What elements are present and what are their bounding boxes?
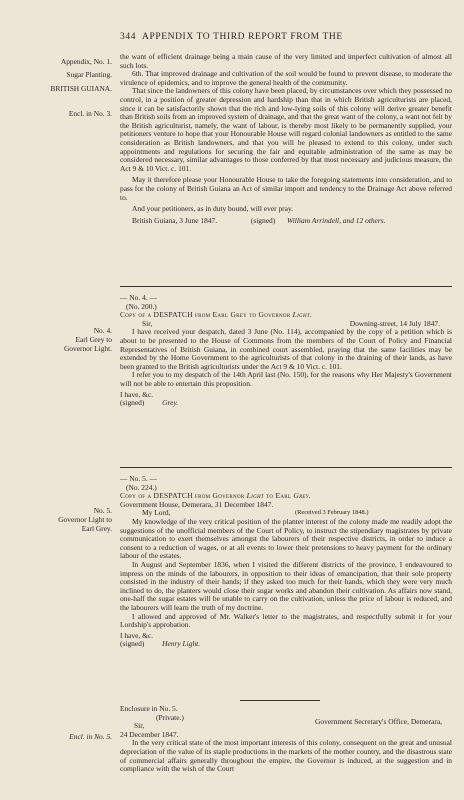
despatch-heading: — No. 5. — xyxy=(120,474,157,483)
section-divider xyxy=(120,467,452,468)
despatch-paragraph: My knowledge of the very critical position of the planter interest of the colony made me readily adopt the suggestions of the unofficial members of the Court of Policy, to instruct the stipendiary magistrates by private communication to exert themselves amongst the labourers of their respective districts, in order to induce a consent to a reduction of wages, or at all events to lower their pretensions to heavy payment for the ordinary labour of the estates. xyxy=(120,516,452,561)
margin-note-encl5: Encl. in No. 5. xyxy=(69,732,112,741)
enclosure-salutation: Sir, xyxy=(134,721,145,731)
despatch-place-date: Downing-street, 14 July 1847. xyxy=(349,318,440,328)
despatch-title-text: Copy of a DESPATCH from Earl Grey to Governor xyxy=(120,310,291,320)
margin-note-no4 xyxy=(8,326,112,353)
despatch-title-text: Copy of a DESPATCH from Governor xyxy=(120,491,245,501)
despatch-title-name: Light xyxy=(246,491,264,501)
despatch-paragraph: I have received your despatch, dated 3 June (No. 114), accompanied by the copy of a petition which is about to be presented to the House of Commons from the members of the Court of Policy and Financial Representatives of British Guiana, in combined court assembled, praying that the same facilities may be extended by the Home Government to the agriculturists of that colony in the draining of their lands, as have been granted to the British agriculturists under the Act 9 & 10 Vict. c. 101. xyxy=(120,327,452,371)
enclosure-private: (Private.) xyxy=(156,712,184,722)
petition-paragraph: 6th. That improved drainage and cultivation of the soil would be found to prevent disease, to moderate the virulence of epidemics, and to improve the general health of the community. xyxy=(120,69,452,87)
despatch-title-text: to Earl xyxy=(266,491,292,501)
despatch-title-name: Grey. xyxy=(293,491,312,501)
despatch-salutation-line xyxy=(120,320,452,329)
margin-note-line: Earl Grey. xyxy=(81,524,112,533)
section-divider xyxy=(120,286,452,287)
petition-paragraph: That since the landowners of this colony have been placed, by circumstances over which they possessed no control, in a position of greater depression and hardship than that in which British agriculturists are placed, since it can be satisfactorily shown that the rich and low-lying soils of this colony will derive greater benefit than British soils from an improved system of drainage, and that the great want of the colony, a want not felt by the British agriculturist, namely, the want of labour, is thereby most likely to be permanently supplied, your petitioners venture to hope that your Honourable House will regard colonial landowners as entitled to the same consideration as British landowners, and that you will be pleased to extend to this colony, under such appointments and regulations for securing the fair and equitable administration of the same as may be considered necessary, similar advantages to those conferred by that most necessary and judicious measure, the Act 9 & 10 Vict. c. 101. xyxy=(120,86,452,173)
margin-note-appendix: Appendix, No. 1. xyxy=(60,57,112,66)
enclosure-place: Government Secretary's Office, Demerara, xyxy=(315,717,442,727)
despatch-no4 xyxy=(120,294,452,408)
despatch-signer: Henry Light. xyxy=(162,639,201,649)
despatch-place-date: Government House, Demerara, 31 December 1847. xyxy=(120,499,274,509)
petition-signature-line xyxy=(120,217,452,226)
despatch-salutation: My Lord, xyxy=(142,508,171,518)
despatch-paragraph: In August and September 1836, when I visited the different districts of the province, I endeavoured to impress on the minds of the labourers, in opposition to their ideas of emancipation, that their sole property consisted in the industry of their hands; if they asked too much for their hands, which they were very much inclined to do, the planters would close their sugar works and abandon their cultivation. As affairs now stand, one-half the sugar estates will be unable to carry on the cultivation, unless the price of labour is reduced, and the labourers will learn the truth of my doctrine. xyxy=(120,559,452,612)
margin-note-encl3: Encl. in No. 3. xyxy=(68,109,112,118)
despatch-paragraph: I allowed and approved of Mr. Walker's letter to the magistrates, and respectfully submit it for your Lordship's approbation. xyxy=(120,611,452,630)
despatch-signed: (signed) xyxy=(120,639,145,649)
despatch-salutation: Sir, xyxy=(142,318,153,328)
margin-note-sugar: Sugar Planting. xyxy=(66,70,112,79)
petition-date: British Guiana, 3 June 1847. xyxy=(132,215,218,225)
petition-prayer: May it therefore please your Honourable House to take the foregoing statements into consideration, and to pass for the colony of British Guiana an Act of similar import and tendency to the Drainage Act above referred to. xyxy=(120,175,452,202)
enclosure-heading: Enclosure in No. 5. xyxy=(120,704,178,713)
despatch-title-name: Light. xyxy=(292,310,313,320)
despatch-paragraph: I refer you to my despatch of the 14th April last (No. 150), for the reasons why Her Majesty's Government will not be able to entertain this proposition. xyxy=(120,370,452,388)
despatch-close: I have, &c. xyxy=(120,389,154,399)
margin-note-line: No. 5. xyxy=(93,506,112,515)
despatch-received: (Received 3 February 1848.) xyxy=(295,509,369,517)
margin-note-no5 xyxy=(8,506,112,533)
enclosure-date: 24 December 1847. xyxy=(120,729,179,739)
enclosure-paragraph: In the very critical state of the most important interests of this colony, consequent on the great and unusual depreciation of the value of its staple productions in the markets of the mother country, and the disastrous state of commercial affairs generally throughout the empire, the Governor is induced, at the suggestion and in compliance with the wish of the Court xyxy=(120,738,452,774)
petition-paragraph: the want of efficient drainage being a main cause of the very limited and imperfect cultivation of almost all such lots. xyxy=(120,52,452,70)
despatch-signer: Grey. xyxy=(162,398,179,408)
margin-note-guiana: BRITISH GUIANA. xyxy=(50,84,112,93)
despatch-signature xyxy=(120,640,452,649)
margin-note-line: Earl Grey to xyxy=(75,335,112,344)
margin-note-line: Governor Light to xyxy=(58,515,112,524)
enclosure-divider xyxy=(240,700,320,701)
petition-closing: And your petitioners, as in duty bound, will ever pray. xyxy=(132,204,294,214)
despatch-signed: (signed) xyxy=(120,398,145,408)
despatch-no5 xyxy=(120,475,452,649)
petition-signer: William Arrindell, and 12 others. xyxy=(286,215,386,225)
petition-section xyxy=(120,53,452,225)
header-title: APPENDIX TO THIRD REPORT FROM THE xyxy=(142,32,343,42)
despatch-close: I have, &c. xyxy=(120,630,154,640)
despatch-number: (No. 200.) xyxy=(126,301,157,311)
despatch-salutation-line xyxy=(120,509,452,518)
page-number: 344 xyxy=(120,32,137,42)
despatch-signature xyxy=(120,399,452,408)
petition-signed: (signed) xyxy=(250,215,276,225)
margin-note-line: No. 4. xyxy=(93,326,112,335)
despatch-heading: — No. 4. — xyxy=(120,293,157,302)
enclosure-no5 xyxy=(120,705,452,774)
margin-note-line: Governor Light. xyxy=(63,344,112,353)
despatch-number: (No. 224.) xyxy=(126,482,157,492)
